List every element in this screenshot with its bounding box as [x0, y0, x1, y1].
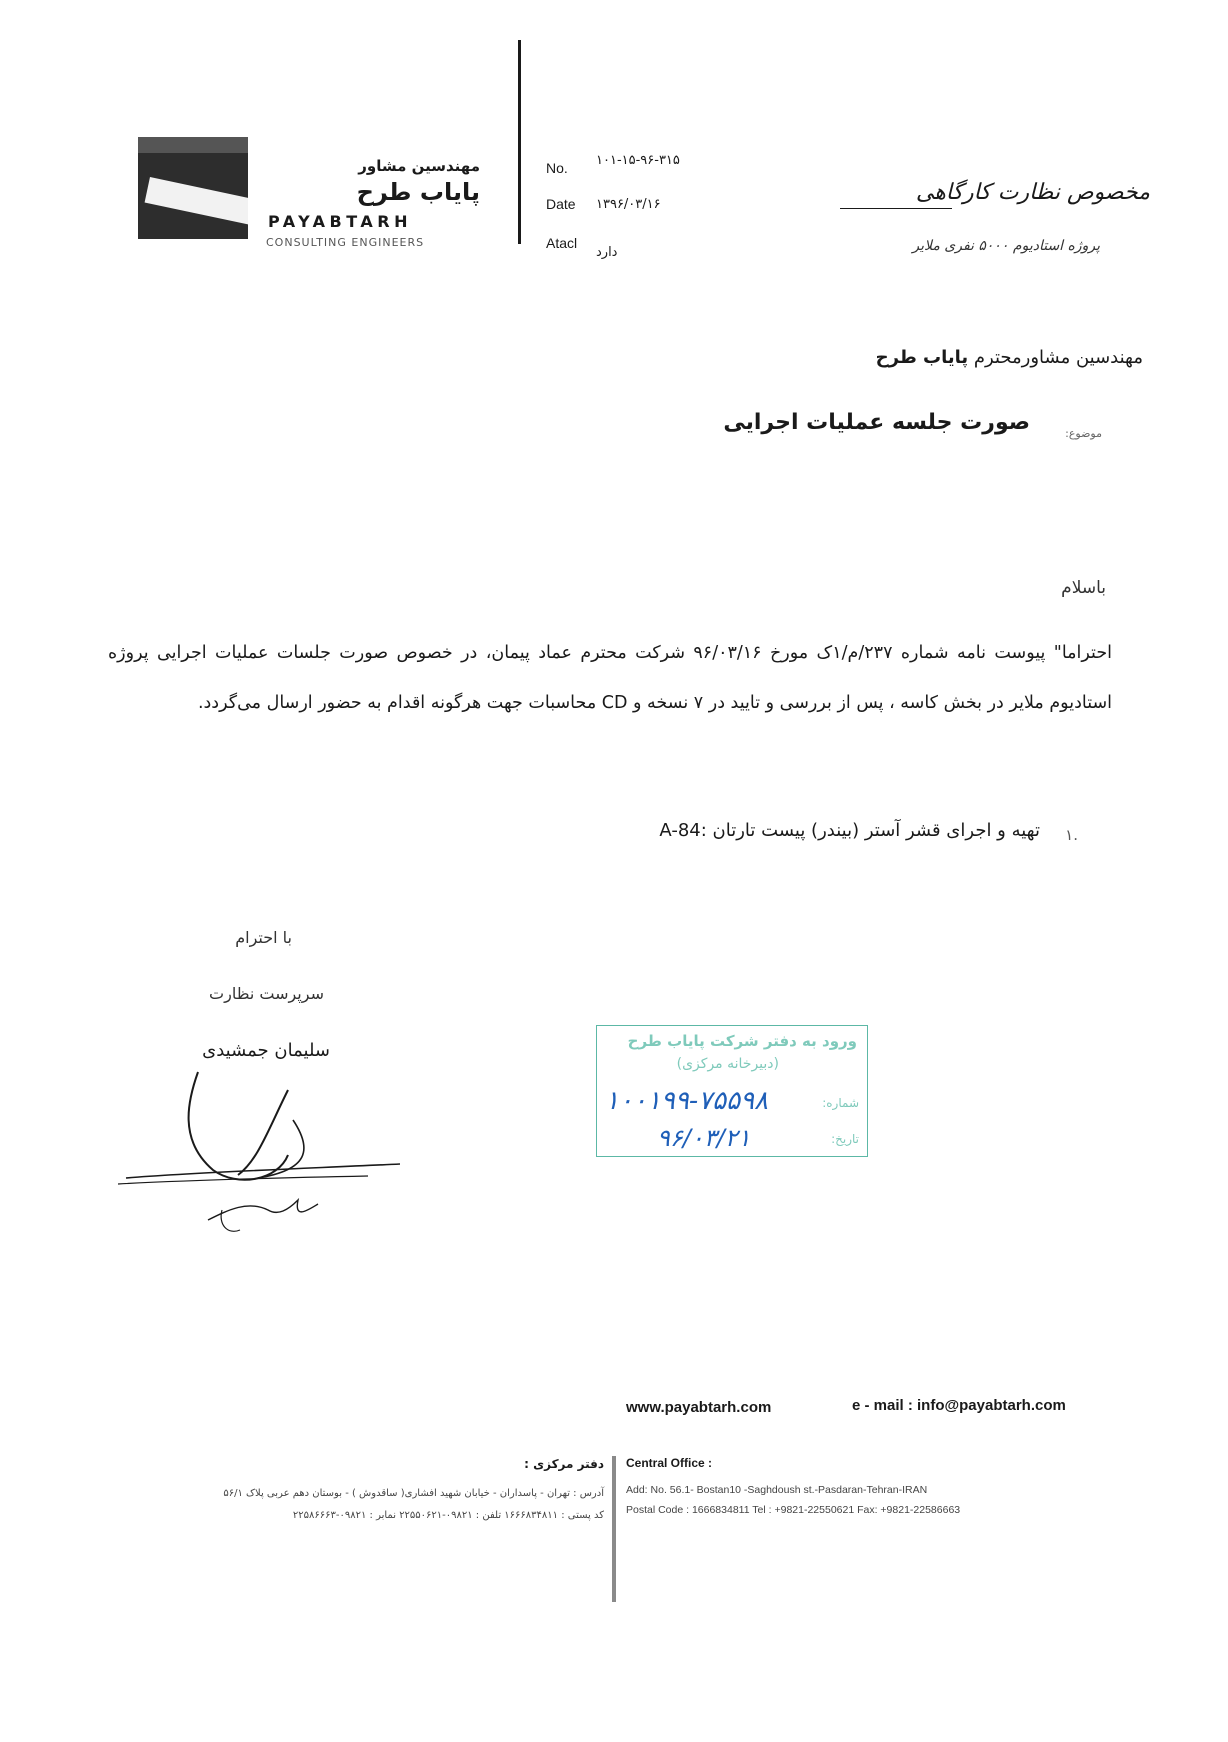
stamp-title: ورود به دفتر شرکت پایاب طرح: [627, 1032, 857, 1050]
letter-number-value: ۱۰۱-۱۵-۹۶-۳۱۵: [596, 153, 680, 168]
stamp-number-value: ۱۰۰۱۹۹-۷۵۵۹۸: [605, 1086, 768, 1116]
company-name-en: PAYABTARH: [268, 212, 413, 231]
contact-en: Postal Code : 1666834811 Tel : +9821-22550621 Fax: +9821-22586663: [626, 1504, 961, 1516]
signer-name: سلیمان جمشیدی: [202, 1040, 330, 1061]
body-paragraph: احتراما" پیوست نامه شماره ۲۳۷/م/۱ک مورخ ۹۶/۰۳/۱۶ شرکت محترم عماد پیمان، در خصوص صورت جلسات عملیات اجرایی پروژه استادیوم ملایر در بخش کاسه ، پس از بررسی و تایید در ۷ نسخه و CD محاسبات جهت هرگونه اقدام به حضور ارسال می‌گردد.: [108, 643, 1113, 713]
project-name: پروژه استادیوم ۵۰۰۰ نفری ملایر: [912, 238, 1100, 254]
handwritten-signature: [118, 1060, 418, 1250]
website-link[interactable]: www.payabtarh.com: [626, 1399, 772, 1416]
email-link[interactable]: e - mail : info@payabtarh.com: [852, 1397, 1066, 1414]
subject-label: موضوع:: [1065, 427, 1102, 440]
company-name-fa-small: مهندسین مشاور: [358, 157, 480, 175]
list-item: A-84: تهیه و اجرای قشر آستر (بیندر) پیست تارتان: [659, 820, 1040, 841]
subject-title: صورت جلسه عملیات اجرایی: [723, 410, 1030, 435]
address-fa: آدرس : تهران - پاسداران - خیابان شهید افشاری( ساقدوش ) - بوستان دهم عربی پلاک ۵۶/۱: [223, 1488, 604, 1499]
header-divider: [518, 40, 521, 244]
addressee: [700, 347, 1143, 368]
supervision-title: [840, 180, 1150, 205]
stamp-subtitle: (دبیرخانه مرکزی): [676, 1056, 779, 1072]
supervision-underline: [840, 208, 952, 209]
stamp-date-value: ۹۶/۰۳/۲۱: [657, 1124, 751, 1152]
list-item-number: ۱.: [1065, 826, 1078, 844]
central-office-label-fa: دفتر مرکزی :: [524, 1457, 604, 1471]
supervision-title-text: مخصوص نظارت کارگاهی: [915, 180, 1150, 205]
letter-date-label: Date: [546, 196, 576, 212]
addressee-prefix: مهندسین مشاورمحترم: [973, 347, 1143, 368]
letter-date-value: ۱۳۹۶/۰۳/۱۶: [596, 197, 661, 212]
addressee-name: پایاب طرح: [875, 347, 969, 368]
address-en: Add: No. 56.1- Bostan10 -Saghdoush st.-Pasdaran-Tehran-IRAN: [626, 1484, 928, 1496]
company-tagline-en: CONSULTING ENGINEERS: [266, 236, 425, 249]
central-office-label-en: Central Office :: [626, 1456, 713, 1470]
closing-salutation: با احترام: [235, 928, 292, 947]
attachment-label: Atacl: [546, 235, 578, 251]
company-name-fa: پایاب طرح: [356, 178, 480, 206]
company-logo: [138, 137, 248, 239]
stamp-number-label: شماره:: [822, 1096, 859, 1110]
stamp-date-label: تاریخ:: [831, 1132, 859, 1146]
received-stamp: [596, 1025, 868, 1157]
contact-fa: کد پستی : ۱۶۶۶۸۳۴۸۱۱ تلفن : ۰۹۸۲۱-۲۲۵۵۰۶۲۱ نمابر : ۰۹۸۲۱-۲۲۵۸۶۶۶۳: [292, 1510, 604, 1521]
greeting: باسلام: [1061, 578, 1106, 598]
letter-number-label: No.: [546, 160, 568, 176]
attachment-value: دارد: [596, 245, 618, 260]
signer-title: سرپرست نظارت: [209, 984, 324, 1003]
footer-divider: [612, 1456, 616, 1602]
